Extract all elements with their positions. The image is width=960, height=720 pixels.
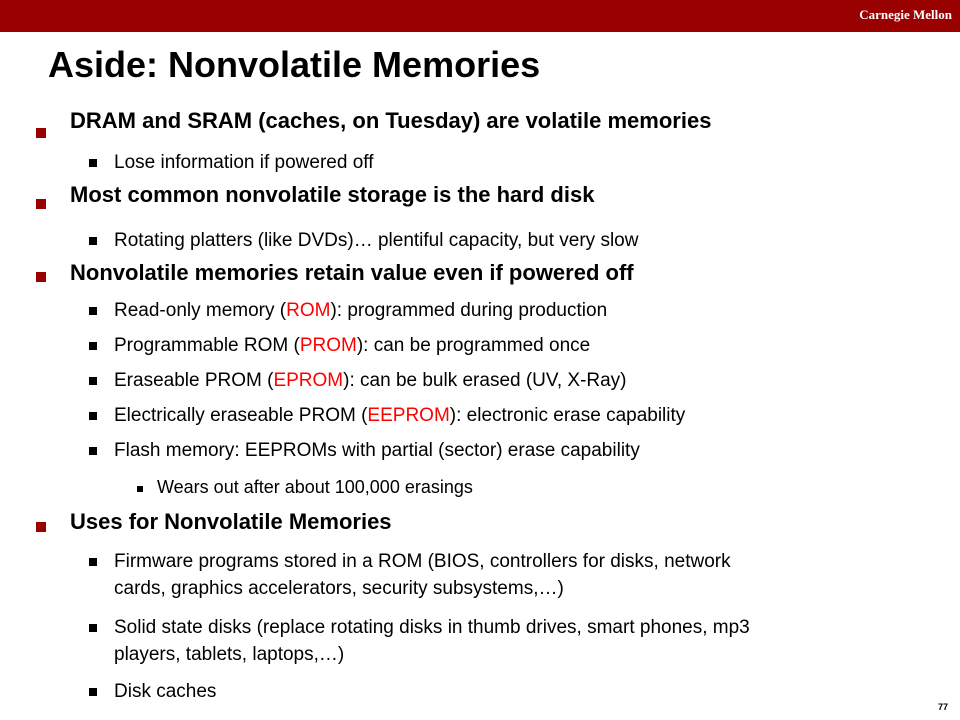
square-subbullet-icon — [89, 342, 97, 350]
prom-highlight: PROM — [299, 335, 357, 356]
subbullet-disk-caches: Disk caches — [114, 681, 217, 702]
subbullet-prom: Programmable ROM (PROM): can be programmed once — [114, 335, 591, 356]
square-subbullet-icon — [89, 377, 97, 385]
square-subbullet-icon — [89, 237, 97, 245]
bullet-volatile: DRAM and SRAM (caches, on Tuesday) are volatile memories — [70, 108, 712, 133]
square-subbullet-icon — [89, 688, 97, 696]
slide-title: Aside: Nonvolatile Memories — [48, 44, 541, 85]
subbullet-lose-info: Lose information if powered off — [114, 152, 374, 173]
square-bullet-icon — [36, 128, 46, 138]
square-subbullet-icon — [89, 624, 97, 632]
subbullet-eprom: Eraseable PROM (EPROM): can be bulk erased (UV, X-Ray) — [114, 370, 627, 391]
square-bullet-icon — [36, 272, 46, 282]
subbullet-flash: Flash memory: EEPROMs with partial (sector) erase capability — [114, 440, 640, 461]
subbullet-firmware: Firmware programs stored in a ROM (BIOS, controllers for disks, network cards, graphics accelerators, security subsystems,…) — [114, 551, 731, 599]
brand-label: Carnegie Mellon — [859, 7, 952, 22]
square-subbullet-icon — [89, 307, 97, 315]
square-bullet-icon — [36, 522, 46, 532]
subbullet-rom: Read-only memory (ROM): programmed during production — [114, 300, 608, 321]
rom-highlight: ROM — [286, 300, 331, 321]
subsubbullet-wears-out: Wears out after about 100,000 erasings — [157, 477, 473, 497]
bullet-uses: Uses for Nonvolatile Memories — [70, 509, 392, 534]
page-number: 77 — [937, 702, 948, 712]
eprom-highlight: EPROM — [273, 370, 344, 391]
subbullet-ssd: Solid state disks (replace rotating disks in thumb drives, smart phones, mp3 players, tablets, laptops,…) — [114, 617, 750, 665]
bullet-retain-value: Nonvolatile memories retain value even if powered off — [70, 260, 634, 285]
eeprom-highlight: EEPROM — [367, 405, 450, 426]
square-bullet-icon — [36, 199, 46, 209]
bullet-hard-disk: Most common nonvolatile storage is the hard disk — [70, 182, 595, 207]
subbullet-rotating-platters: Rotating platters (like DVDs)… plentiful capacity, but very slow — [114, 230, 639, 251]
square-subbullet-icon — [89, 159, 97, 167]
square-subbullet-icon — [89, 447, 97, 455]
square-subbullet-icon — [89, 558, 97, 566]
square-subsubbullet-icon — [137, 486, 143, 492]
subbullet-eeprom: Electrically eraseable PROM (EEPROM): electronic erase capability — [114, 405, 686, 426]
square-subbullet-icon — [89, 412, 97, 420]
